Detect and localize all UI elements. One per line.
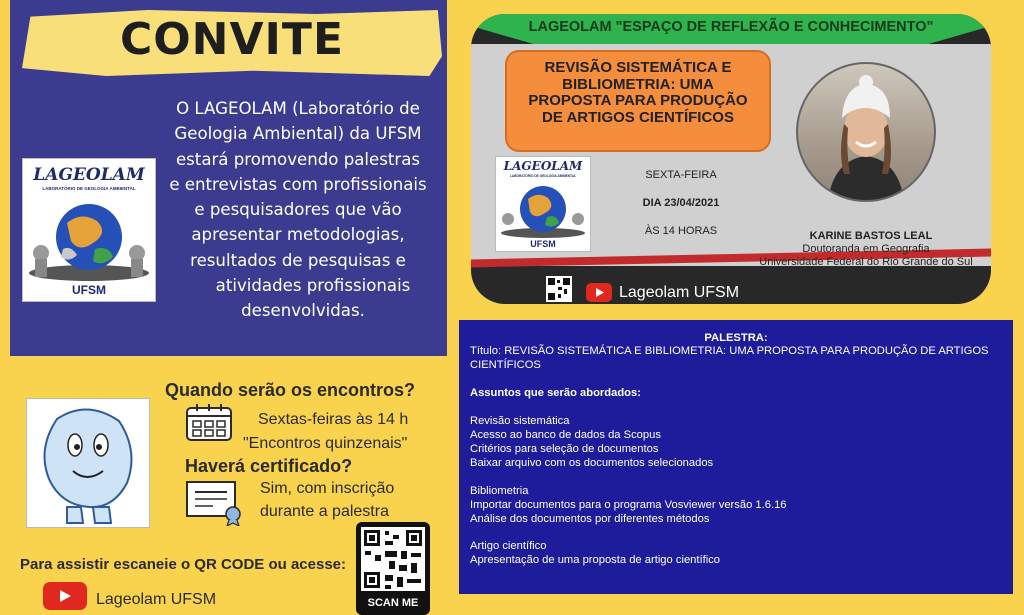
talk-title-box: [505, 50, 771, 152]
youtube-channel-link[interactable]: Lageolam UFSM: [96, 591, 217, 608]
intro-line: estará promovendo palestras: [175, 149, 421, 169]
certificate-question: Haverá certificado?: [185, 456, 353, 476]
section-item: Importar documentos para o programa Vosviewer versão 1.6.16: [470, 499, 787, 511]
speaker-role: [741, 243, 991, 269]
talk-title-line: REVISÃO SISTEMÁTICA E: [544, 59, 732, 76]
intro-line: apresentar metodologias,: [191, 225, 405, 245]
when-answer-frequency: "Encontros quinzenais": [243, 435, 408, 452]
qr-code[interactable]: [356, 522, 430, 615]
mascot-image: [26, 398, 150, 528]
when-question: Quando serão os encontros?: [165, 380, 416, 400]
calendar-icon: [185, 402, 233, 442]
qr-code-icon[interactable]: [546, 276, 572, 302]
intro-line: resultados de pesquisas e: [190, 250, 406, 270]
talk-title-line: DE ARTIGOS CIENTÍFICOS: [542, 108, 734, 126]
intro-line: e pesquisadores que vão: [194, 200, 402, 220]
intro-line: O LAGEOLAM (Laboratório de: [176, 99, 420, 118]
lageolam-logo: [22, 158, 156, 302]
lecture-title-prefix: Título:: [470, 345, 502, 357]
card-lageolam-logo: [495, 156, 591, 252]
intro-line: e entrevistas com profissionais: [169, 174, 427, 194]
intro-line: Geologia Ambiental) da UFSM: [174, 124, 422, 144]
speaker-institution: Universidade Federal do Rio Grande do Sul: [759, 256, 973, 268]
event-datetime: [631, 161, 731, 245]
youtube-icon[interactable]: [43, 582, 87, 610]
globe-icon: [496, 179, 590, 245]
logo-name: LAGEOLAM: [503, 159, 583, 173]
youtube-icon[interactable]: [586, 283, 612, 302]
speaker-name: KARINE BASTOS LEAL: [809, 230, 933, 242]
logo-subtitle: LABORATÓRIO DE GEOLOGIA AMBIENTAL: [509, 174, 577, 178]
qr-code-pattern: [361, 527, 425, 591]
when-answer-schedule: Sextas-feiras às 14 h: [258, 411, 409, 428]
section-item: Apresentação de uma proposta de artigo científico: [470, 554, 721, 566]
card-header-title: LAGEOLAM "ESPAÇO DE REFLEXÃO E CONHECIMENTO": [528, 19, 934, 35]
section-item: Acesso ao banco de dados da Scopus: [470, 429, 661, 441]
certificate-answer-line1: Sim, com inscrição: [260, 480, 395, 497]
section-item: Análise dos documentos por diferentes métodos: [470, 513, 710, 525]
page-title: CONVITE: [119, 14, 344, 65]
logo-university: UFSM: [530, 239, 556, 249]
mascot-illustration: [27, 399, 149, 527]
topics-heading: Assuntos que serão abordados:: [470, 387, 641, 399]
event-weekday: SEXTA-FEIRA: [645, 169, 717, 181]
lecture-title: [470, 345, 1004, 372]
intro-text: [150, 96, 446, 324]
event-card: [471, 14, 991, 304]
section-item: Critérios para seleção de documentos: [470, 443, 659, 455]
logo-university: UFSM: [72, 283, 106, 297]
section-title: Artigo científico: [470, 540, 547, 552]
qr-prompt: Para assistir escaneie o QR CODE ou acesse:: [20, 556, 346, 573]
youtube-channel-link[interactable]: Lageolam UFSM: [619, 284, 740, 301]
intro-line: desenvolvidas.: [241, 301, 365, 321]
lecture-title-text: REVISÃO SISTEMÁTICA E BIBLIOMETRIA: UMA PROPOSTA PARA PRODUÇÃO DE ARTIGOS CIENTÍFICOS: [470, 345, 989, 371]
event-time: ÀS 14 HORAS: [644, 225, 718, 237]
speaker-portrait-illustration: [798, 64, 934, 200]
lecture-details-panel: [459, 320, 1013, 594]
speaker-degree: Doutoranda em Geografia: [802, 243, 930, 255]
section-title: Revisão sistemática: [470, 415, 570, 427]
certificate-answer-line2: durante a palestra: [260, 503, 389, 520]
palestra-label: PALESTRA:: [704, 332, 768, 344]
intro-line: atividades profissionais: [215, 276, 411, 296]
globe-icon: [23, 193, 155, 293]
talk-title-line: PROPOSTA PARA PRODUÇÃO: [528, 92, 748, 109]
scan-me-label: SCAN ME: [367, 597, 419, 609]
section-title: Bibliometria: [470, 485, 529, 497]
talk-title: [507, 52, 769, 126]
logo-subtitle: LABORATÓRIO DE GEOLOGIA AMBIENTAL: [42, 186, 136, 191]
speaker-photo: [796, 62, 936, 202]
logo-name: LAGEOLAM: [33, 165, 145, 185]
certificate-icon: [183, 478, 247, 526]
section-item: Baixar arquivo com os documentos selecionados: [470, 457, 714, 469]
talk-title-line: BIBLIOMETRIA: UMA: [562, 75, 714, 93]
event-date: DIA 23/04/2021: [642, 197, 720, 209]
